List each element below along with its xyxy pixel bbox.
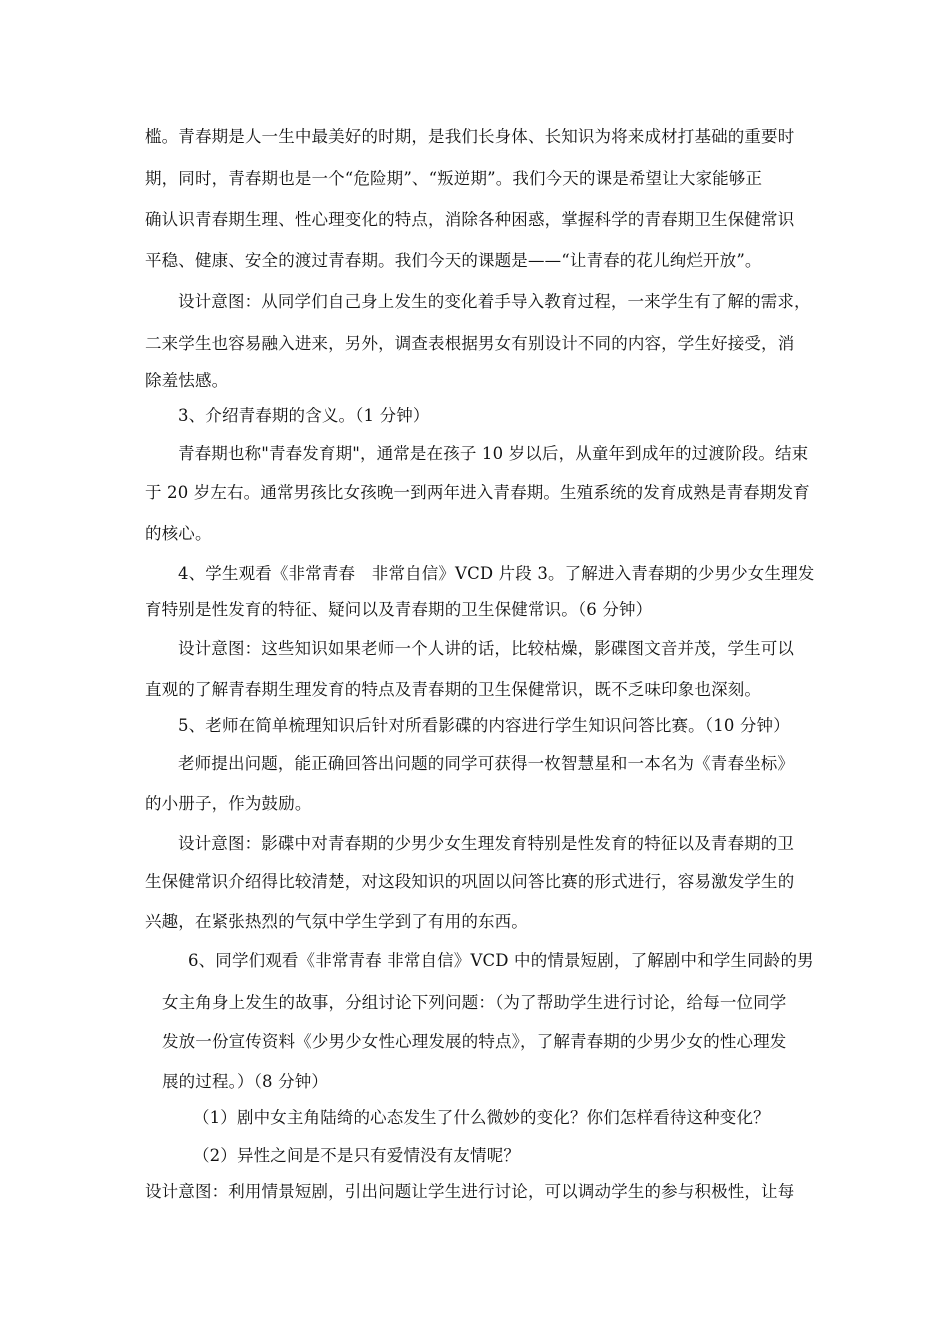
section-heading: 5、老师在简单梳理知识后针对所看影碟的内容进行学生知识问答比赛。（10 分钟） (178, 716, 790, 735)
section-heading: 4、学生观看《非常青春 非常自信》VCD 片段 3。了解进入青春期的少男少女生理发 (178, 564, 815, 583)
discussion-question: （2）异性之间是不是只有爱情没有友情呢？ (193, 1146, 520, 1165)
text-line: 除羞怯感。 (145, 371, 229, 390)
text-line: 发放一份宣传资料《少男少女性心理发展的特点》，了解青春期的少男少女的性心理发 (162, 1032, 787, 1051)
text-line: 确认识青春期生理、性心理变化的特点，消除各种困惑，掌握科学的青春期卫生保健常识 (145, 210, 795, 229)
text-line: 二来学生也容易融入进来，另外，调查表根据男女有别设计不同的内容，学生好接受，消 (145, 334, 795, 353)
text-line: 青春期也称"青春发育期"，通常是在孩子 10 岁以后，从童年到成年的过渡阶段。结束 (178, 444, 809, 463)
text-line: 于 20 岁左右。通常男孩比女孩晚一到两年进入青春期。生殖系统的发育成熟是青春期发育 (145, 483, 810, 502)
text-line: 直观的了解青春期生理发育的特点及青春期的卫生保健常识，既不乏味印象也深刻。 (145, 680, 762, 699)
text-line: 设计意图：这些知识如果老师一个人讲的话，比较枯燥，影碟图文音并茂，学生可以 (178, 639, 795, 658)
text-line: 平稳、健康、安全的渡过青春期。我们今天的课题是——“让青春的花儿绚烂开放”。 (145, 251, 762, 270)
text-line: 展的过程。）（8 分钟） (162, 1072, 329, 1091)
text-line: 的核心。 (145, 524, 212, 543)
text-line: 期，同时，青春期也是一个“危险期”、“叛逆期”。我们今天的课是希望让大家能够正 (145, 169, 763, 188)
section-heading: 3、介绍青春期的含义。（1 分钟） (178, 406, 430, 425)
text-line: 的小册子，作为鼓励。 (145, 794, 312, 813)
text-line: 兴趣，在紧张热烈的气氛中学生学到了有用的东西。 (145, 912, 528, 931)
text-line: 设计意图：利用情景短剧，引出问题让学生进行讨论，可以调动学生的参与积极性，让每 (145, 1182, 795, 1201)
discussion-question: （1）剧中女主角陆绮的心态发生了什么微妙的变化？你们怎样看待这种变化？ (193, 1108, 770, 1127)
text-line: 设计意图：影碟中对青春期的少男少女生理发育特别是性发育的特征以及青春期的卫 (178, 834, 795, 853)
text-line: 育特别是性发育的特征、疑问以及青春期的卫生保健常识。（6 分钟） (145, 600, 653, 619)
text-line: 女主角身上发生的故事，分组讨论下列问题：（为了帮助学生进行讨论，给每一位同学 (162, 993, 787, 1012)
section-heading: 6、同学们观看《非常青春 非常自信》VCD 中的情景短剧，了解剧中和学生同龄的男 (188, 951, 814, 970)
text-line: 老师提出问题，能正确回答出问题的同学可获得一枚智慧星和一本名为《青春坐标》 (178, 754, 795, 773)
text-line: 生保健常识介绍得比较清楚，对这段知识的巩固以问答比赛的形式进行，容易激发学生的 (145, 872, 795, 891)
text-line: 槛。青春期是人一生中最美好的时期，是我们长身体、长知识为将来成材打基础的重要时 (145, 127, 795, 146)
text-line: 设计意图：从同学们自己身上发生的变化着手导入教育过程，一来学生有了解的需求， (178, 292, 811, 311)
